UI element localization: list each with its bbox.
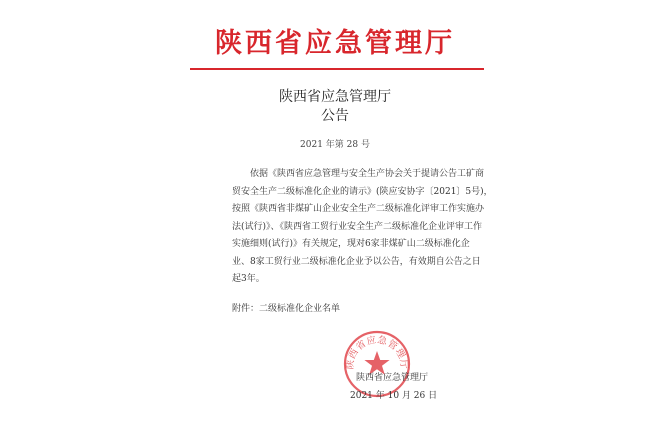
document-title: 陕西省应急管理厅	[279, 89, 391, 105]
body-line: 按照《陕西省非煤矿山企业安全生产二级标准化评审工作实施办	[232, 204, 485, 214]
document-type: 公告	[321, 108, 349, 124]
body-line: 贸安全生产二级标准化企业的请示》(陕应安协字〔2021〕5号)，	[232, 186, 493, 197]
body-line: 业、8家工贸行业二级标准化企业予以公告，有效期自公告之日	[232, 256, 481, 267]
announcement-body	[232, 166, 493, 289]
letterhead-org-name: 陕西省应急管理厅	[215, 28, 455, 59]
body-line: 法(试行)》、《陕西省工贸行业安全生产二级标准化企业评审工作	[232, 221, 483, 232]
letterhead-red-rule	[190, 68, 484, 70]
document-number: 2021 年第 28 号	[300, 140, 370, 150]
body-line: 依据《陕西省应急管理与安全生产协会关于提请公告工矿商	[232, 169, 485, 179]
attachment-note: 附件：二级标准化企业名单	[232, 304, 341, 314]
signing-date: 2021 年 10 月 26 日	[350, 391, 438, 401]
signer-name: 陕西省应急管理厅	[356, 373, 429, 383]
body-line: 起3年。	[232, 274, 265, 284]
body-line: 实施细则(试行)》有关规定，现对6家非煤矿山二级标准化企	[232, 239, 470, 249]
seal-ring-text: 陕西省应急管理厅	[344, 334, 410, 370]
